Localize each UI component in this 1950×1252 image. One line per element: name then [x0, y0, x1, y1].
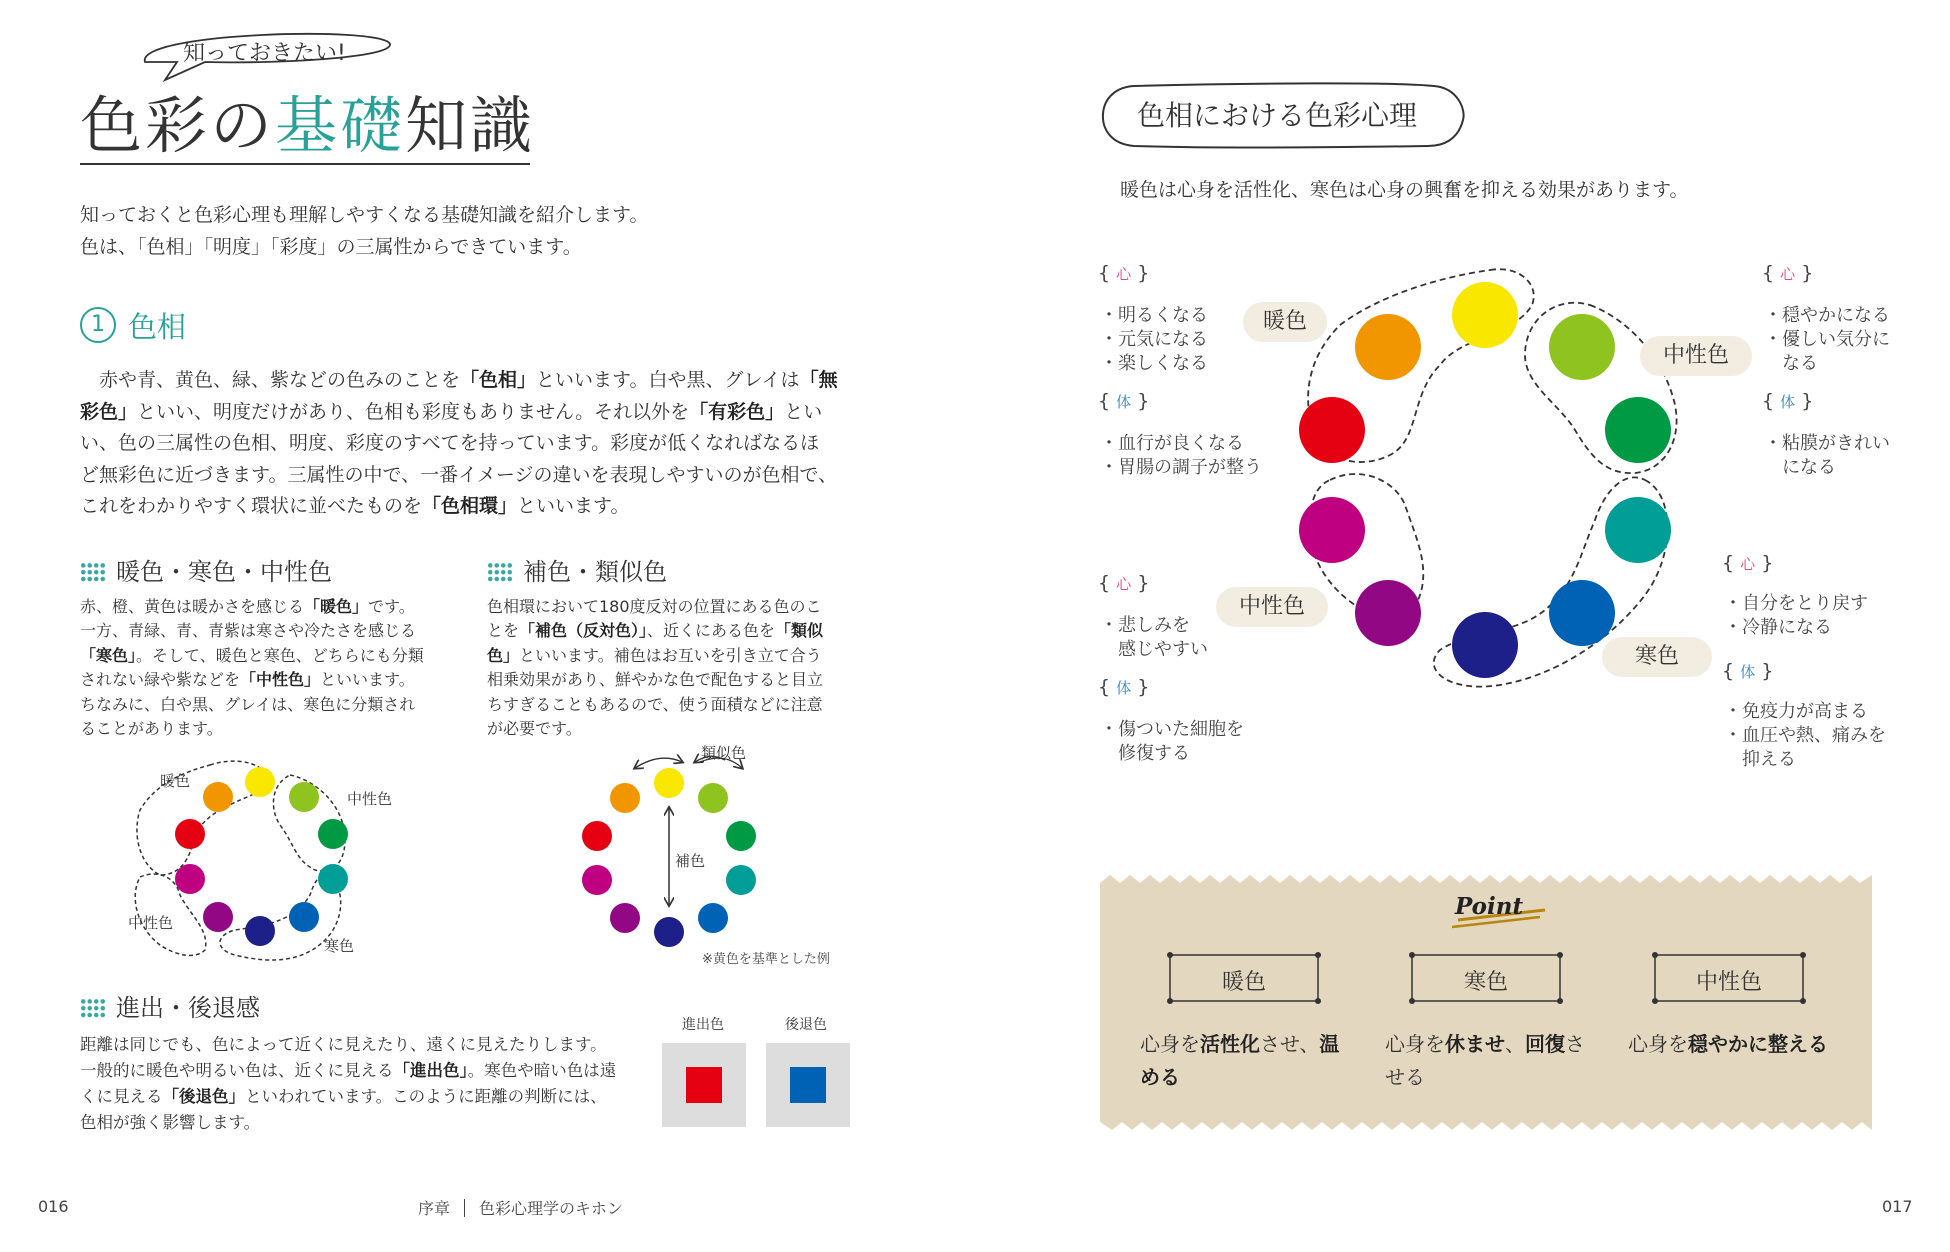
dots-icon [80, 562, 106, 582]
point-label: Point [1455, 893, 1524, 920]
purple-body-brace: { 体 } [1098, 676, 1150, 698]
pill-title: 色相における色彩心理 [1137, 99, 1418, 132]
point-warm-label: 暖色 [1221, 970, 1266, 995]
hue-paragraph: 赤や青、黄色、緑、紫などの色みのことを「色相」といいます。白や黒、グレイは「無 彩色」といい、明度だけがあり、色相も彩度もありません。それ以外を「有彩色」とい い、色の三属性の色相、明度、彩度のすべてを持っています。彩度が低くなればなるほ ど無彩色に近づきます。三属性の中で、一番イメージの違いを表現しやすいのが色相で、 これをわかりやすく環状に並べたものを「色相環」といいます。 [80, 369, 838, 517]
warm-body-brace: { 体 } [1098, 390, 1150, 412]
point-cool-label: 寒色 [1463, 970, 1508, 995]
cool-body-brace: { 体 } [1722, 660, 1774, 682]
section-number: 1 [80, 307, 116, 343]
cool-body-list: ・免疫力が高まる ・血圧や熱、痛みを 抑える [1724, 701, 1886, 770]
small-label-neutral-1: 中性色 [347, 790, 393, 808]
speech-bubble-text: 知っておきたい! [183, 41, 346, 66]
neutral-mind-list: ・穏やかになる ・優しい気分に なる [1764, 305, 1890, 374]
complement-text: 色相環において180度反対の位置にある色のこ とを「補色（反対色）」、近くにある色を「類似 色」といいます。補色はお互いを引き立て合う 相乗効果があり、鮮やかな色で配色すると目立 ちすぎることもあるので、使う面積などに注意 が必要です。 [487, 597, 824, 739]
small-label-neutral-2: 中性色 [128, 914, 174, 932]
point-cool-text: 心身を休ませ、回復さ せる [1385, 1032, 1585, 1089]
purple-body-list: ・傷ついた細胞を 修復する [1100, 719, 1244, 764]
purple-mind-brace: { 心 } [1098, 572, 1150, 594]
point-neutral-label: 中性色 [1695, 970, 1762, 995]
right-lead: 暖色は心身を活性化、寒色は心身の興奮を抑える効果があります。 [1120, 179, 1689, 201]
point-neutral-text: 心身を穏やかに整える [1628, 1032, 1828, 1056]
label-yellow-note: ※黄色を基準とした例 [702, 952, 830, 967]
page-number-left: 016 [38, 1197, 69, 1216]
point-warm-text: 心身を活性化させ、温 める [1140, 1032, 1340, 1089]
swatch-retreat [766, 1043, 850, 1127]
section-title: 色相 [128, 310, 187, 344]
small-hue-wheel [120, 755, 380, 965]
warm-mind-brace: { 心 } [1098, 262, 1150, 284]
complement-wheel [570, 740, 770, 960]
purple-mind-list: ・悲しみを 感じやすい [1100, 615, 1208, 660]
dots-icon [80, 998, 106, 1018]
complement-heading: 補色・類似色 [487, 552, 667, 587]
tag-warm: 暖色 [1243, 302, 1327, 342]
neutral-mind-brace: { 心 } [1762, 262, 1814, 284]
dots-icon [487, 562, 513, 582]
small-label-cool: 寒色 [324, 937, 355, 955]
neutral-body-brace: { 体 } [1762, 390, 1814, 412]
label-complement: 補色 [675, 852, 706, 870]
tag-neutral-top: 中性色 [1640, 336, 1752, 376]
warm-body-list: ・血行が良くなる ・胃腸の調子が整う [1100, 433, 1262, 478]
page-number-right: 017 [1882, 1197, 1913, 1216]
label-similar: 類似色 [701, 744, 747, 762]
swatch-retreat-label: 後退色 [785, 1017, 827, 1033]
footer-chapter: 序章 色彩心理学のキホン [418, 1199, 624, 1218]
warm-mind-list: ・明るくなる ・元気になる ・楽しくなる [1100, 305, 1208, 374]
small-label-warm: 暖色 [160, 772, 191, 790]
advance-heading: 進出・後退感 [80, 988, 260, 1023]
warm-cool-text: 赤、橙、黄色は暖かさを感じる「暖色」です。 一方、青緑、青、青紫は寒さや冷たさを感じる 「寒色」。そして、暖色と寒色、どちらにも分類 されない緑や紫などを「中性色」といいます。 ちなみに、白や黒、グレイは、寒色に分類され ることがあります。 [80, 597, 424, 739]
intro-text: 知っておくと色彩心理も理解しやすくなる基礎知識を紹介します。 色は、「色相」「明度」「彩度」の三属性からできています。 [80, 204, 649, 258]
title-underline [80, 163, 530, 165]
swatch-advance-label: 進出色 [682, 1017, 724, 1033]
warm-cool-heading: 暖色・寒色・中性色 [80, 552, 332, 587]
tag-cool: 寒色 [1602, 637, 1712, 677]
advance-text: 距離は同じでも、色によって近くに見えたり、遠くに見えたりします。 一般的に暖色や明るい色は、近くに見える「進出色」。寒色や暗い色は遠 くに見える「後退色」といわれています。このように距離の判断には、 色相が強く影響します。 [80, 1035, 617, 1132]
tag-neutral-left: 中性色 [1216, 587, 1328, 627]
cool-mind-list: ・自分をとり戻す ・冷静になる [1724, 593, 1868, 638]
cool-mind-brace: { 心 } [1722, 552, 1774, 574]
page-title: 色彩の基礎知識 [80, 89, 536, 162]
neutral-body-list: ・粘膜がきれい になる [1764, 433, 1890, 478]
swatch-advance [662, 1043, 746, 1127]
